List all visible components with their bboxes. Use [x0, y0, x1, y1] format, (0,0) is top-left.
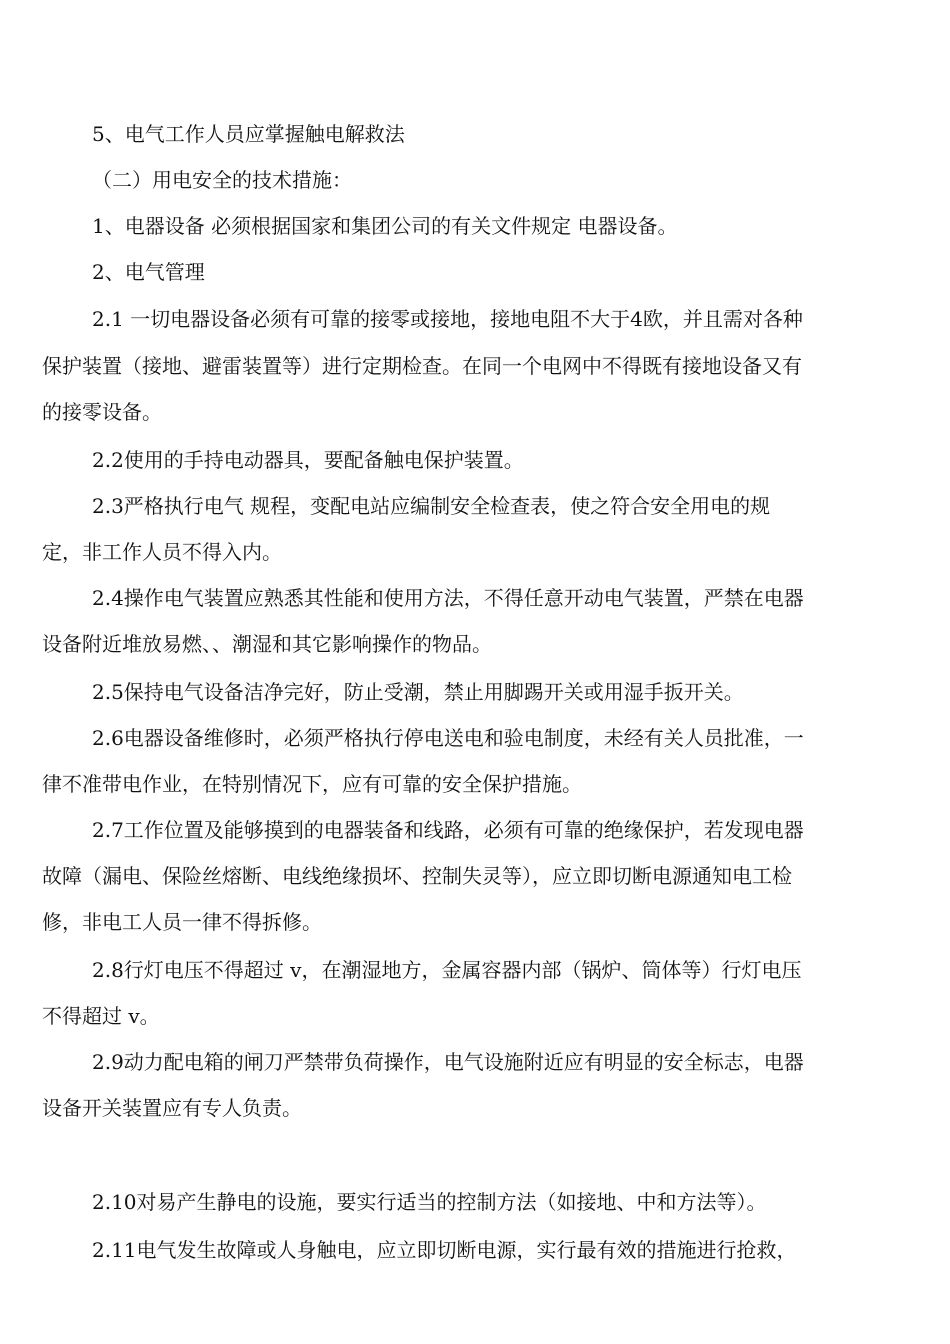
text-line: 2.3严格执行电气 规程，变配电站应编制安全检查表，使之符合安全用电的规 [92, 494, 771, 518]
text-line: 2.10对易产生静电的设施，要实行适当的控制方法（如接地、中和方法等）。 [92, 1190, 767, 1214]
text-line: 2.9动力配电箱的闸刀严禁带负荷操作，电气设施附近应有明显的安全标志，电器 [92, 1050, 804, 1074]
text-line: 保护装置（接地、避雷装置等）进行定期检查。在同一个电网中不得既有接地设备又有 [42, 354, 802, 378]
text-line: 2.2使用的手持电动器具，要配备触电保护装置。 [92, 448, 524, 472]
text-line: 5、电气工作人员应掌握触电解救法 [92, 122, 405, 146]
text-line: 2.7工作位置及能够摸到的电器装备和线路，必须有可靠的绝缘保护，若发现电器 [92, 818, 804, 842]
subsection-heading: 2、电气管理 [92, 260, 205, 284]
text-line: 2.4操作电气装置应熟悉其性能和使用方法，不得任意开动电气装置，严禁在电器 [92, 586, 804, 610]
text-line: 定，非工作人员不得入内。 [42, 540, 282, 564]
text-line: 2.5保持电气设备洁净完好，防止受潮，禁止用脚踢开关或用湿手扳开关。 [92, 680, 744, 704]
section-heading: （二）用电安全的技术措施： [92, 168, 352, 192]
text-line: 故障（漏电、保险丝熔断、电线绝缘损坏、控制失灵等），应立即切断电源通知电工检 [42, 864, 792, 888]
text-line: 律不准带电作业，在特别情况下，应有可靠的安全保护措施。 [42, 772, 582, 796]
text-line: 的接零设备。 [42, 400, 162, 424]
text-line: 设备开关装置应有专人负责。 [42, 1096, 302, 1120]
text-line: 2.6电器设备维修时，必须严格执行停电送电和验电制度，未经有关人员批准，一 [92, 726, 804, 750]
text-line: 2.8行灯电压不得超过 v，在潮湿地方，金属容器内部（锅炉、筒体等）行灯电压 [92, 958, 802, 982]
text-line: 修，非电工人员一律不得拆修。 [42, 910, 322, 934]
text-line: 1、电器设备 必须根据国家和集团公司的有关文件规定 电器设备。 [92, 214, 678, 238]
text-line: 2.11电气发生故障或人身触电，应立即切断电源，实行最有效的措施进行抢救， [92, 1238, 797, 1262]
text-line: 设备附近堆放易燃、、潮湿和其它影响操作的物品。 [42, 632, 492, 656]
text-line: 2.1 一切电器设备必须有可靠的接零或接地，接地电阻不大于4欧，并且需对各种 [92, 307, 803, 331]
text-line: 不得超过 v。 [42, 1004, 160, 1028]
